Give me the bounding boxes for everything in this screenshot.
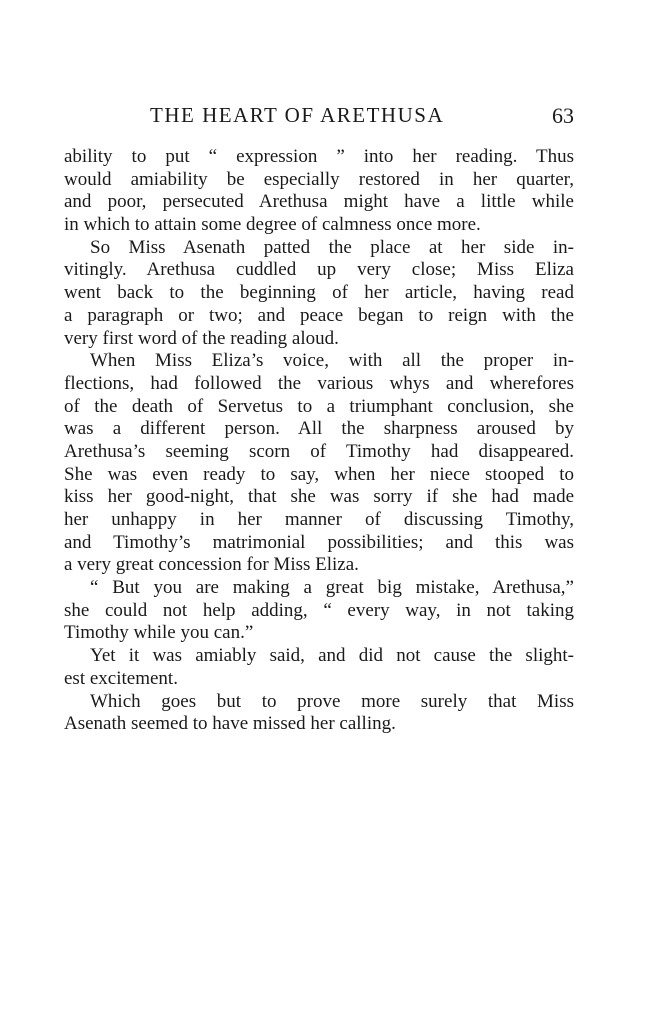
text-line: she could not help adding, “ every way, in not taking bbox=[64, 599, 574, 621]
text-line: her unhappy in her manner of discussing Timothy, bbox=[64, 509, 574, 530]
body-text bbox=[64, 146, 574, 736]
text-line: Asenath seemed to have missed her calling. bbox=[64, 713, 396, 735]
text-line: was a different person. All the sharpness aroused by bbox=[64, 418, 574, 440]
text-line: very first word of the reading aloud. bbox=[64, 327, 339, 349]
running-head bbox=[64, 103, 574, 133]
text-line: est excitement. bbox=[64, 667, 178, 689]
text-line: kiss her good-night, that she was sorry if she had made bbox=[64, 486, 574, 508]
text-line: She was even ready to say, when her niece stooped to bbox=[64, 463, 574, 485]
text-line: Which goes but to prove more surely that Miss bbox=[90, 690, 574, 712]
text-line: a very great concession for Miss Eliza. bbox=[64, 554, 359, 576]
text-line: “ But you are making a great big mistake, Arethusa,” bbox=[90, 577, 574, 599]
text-line: a paragraph or two; and peace began to reign with the bbox=[64, 304, 574, 326]
text-line: would amiability be especially restored in her quarter, bbox=[64, 168, 574, 190]
text-line: of the death of Servetus to a triumphant conclusion, she bbox=[64, 395, 574, 417]
running-title: THE HEART OF ARETHUSA bbox=[150, 103, 445, 127]
text-line: When Miss Eliza’s voice, with all the proper in- bbox=[90, 350, 574, 372]
text-line: Timothy while you can.” bbox=[64, 622, 254, 644]
text-line: vitingly. Arethusa cuddled up very close; Miss Eliza bbox=[64, 259, 574, 281]
page-number: 63 bbox=[552, 103, 574, 128]
text-line: and poor, persecuted Arethusa might have a little while bbox=[64, 191, 574, 213]
text-line: went back to the beginning of her article, having read bbox=[64, 282, 574, 304]
text-line: So Miss Asenath patted the place at her side in- bbox=[90, 236, 574, 258]
text-line: Yet it was amiably said, and did not cause the slight- bbox=[90, 645, 574, 667]
text-line: flections, had followed the various whys and wherefores bbox=[64, 372, 574, 394]
text-line: in which to attain some degree of calmness once more. bbox=[64, 214, 481, 236]
text-line: and Timothy’s matrimonial possibilities; and this was bbox=[64, 531, 574, 553]
text-line: Arethusa’s seeming scorn of Timothy had disappeared. bbox=[64, 440, 574, 462]
text-line: ability to put “ expression ” into her reading. Thus bbox=[64, 146, 574, 167]
